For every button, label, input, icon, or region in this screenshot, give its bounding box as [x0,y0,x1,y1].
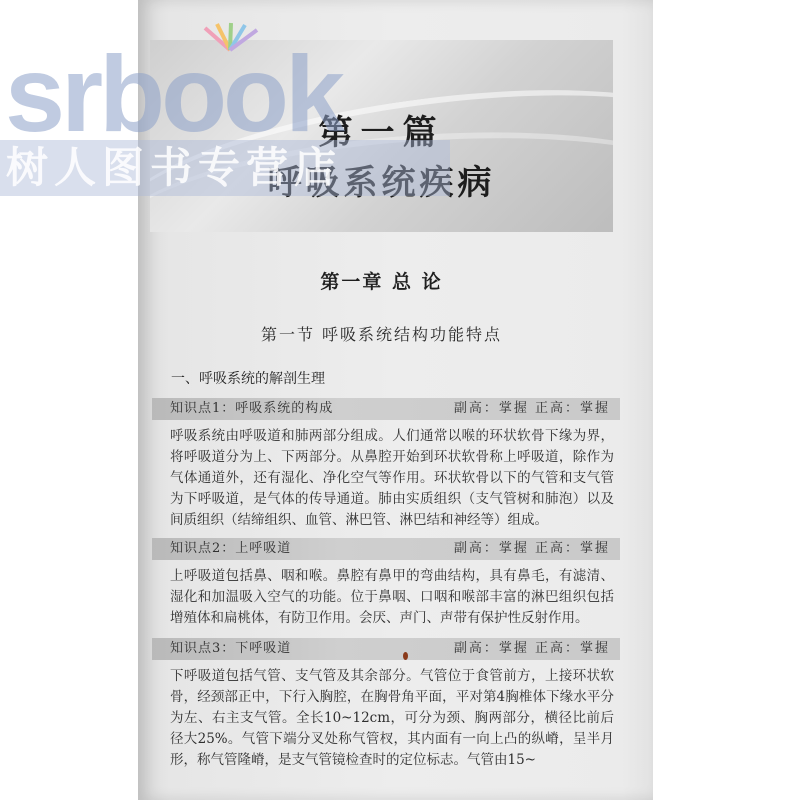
knowledge-point-bar [152,638,620,660]
ink-spot [403,652,408,660]
chapter-title: 第一章 总 论 [320,271,443,293]
knowledge-point-label: 知识点2：上呼吸道 [170,541,292,556]
watermark-logo: srbook [5,33,342,154]
section-title: 第一节 呼吸系统结构功能特点 [260,325,503,344]
knowledge-point-bar [152,538,620,560]
knowledge-point-bar [152,398,620,420]
knowledge-point-text: 呼吸系统由呼吸道和肺两部分组成。人们通常以喉的环状软骨下缘为界，将呼吸道分为上、下两部分。从鼻腔开始到环状软骨称上呼吸道，除作为气体通道外，还有湿化、净化空气等作用。环状软骨以下的气管和支气管为下呼吸道，是气体的传导通道。肺由实质组织（支气管树和肺泡）以及间质组织（结缔组织、血管、淋巴管、淋巴结和神经等）组成。 [170,428,614,528]
part-title: 呼吸系统疾病 [267,163,496,203]
knowledge-point-level: 副高：掌握 正高：掌握 [453,641,610,656]
part-label: 第一篇 [318,113,445,153]
knowledge-point-level: 副高：掌握 正高：掌握 [453,541,610,556]
knowledge-point-label: 知识点3：下呼吸道 [170,641,292,656]
watermark-store-name: 树人图书专营店 [0,140,450,196]
knowledge-point-level: 副高：掌握 正高：掌握 [453,401,610,416]
subsection-heading: 一、呼吸系统的解剖生理 [171,371,325,387]
knowledge-point-label: 知识点1：呼吸系统的构成 [170,401,334,416]
knowledge-point-text: 上呼吸道包括鼻、咽和喉。鼻腔有鼻甲的弯曲结构，具有鼻毛，有滤清、湿化和加温吸入空气的功能。位于鼻咽、口咽和喉部丰富的淋巴组织包括增殖体和扁桃体，有防卫作用。会厌、声门、声带有保护性反射作用。 [170,568,614,626]
knowledge-point-text: 下呼吸道包括气管、支气管及其余部分。气管位于食管前方，上接环状软骨，经颈部正中，下行入胸腔，在胸骨角平面，平对第4胸椎体下缘水平分为左、右主支气管。全长10~12cm，可分为颈、胸两部分，横径比前后径大25%。气管下端分叉处称气管杈，其内面有一向上凸的纵嵴，呈半月形，称气管隆嵴，是支气管镜检查时的定位标志。气管由15~ [170,668,614,768]
